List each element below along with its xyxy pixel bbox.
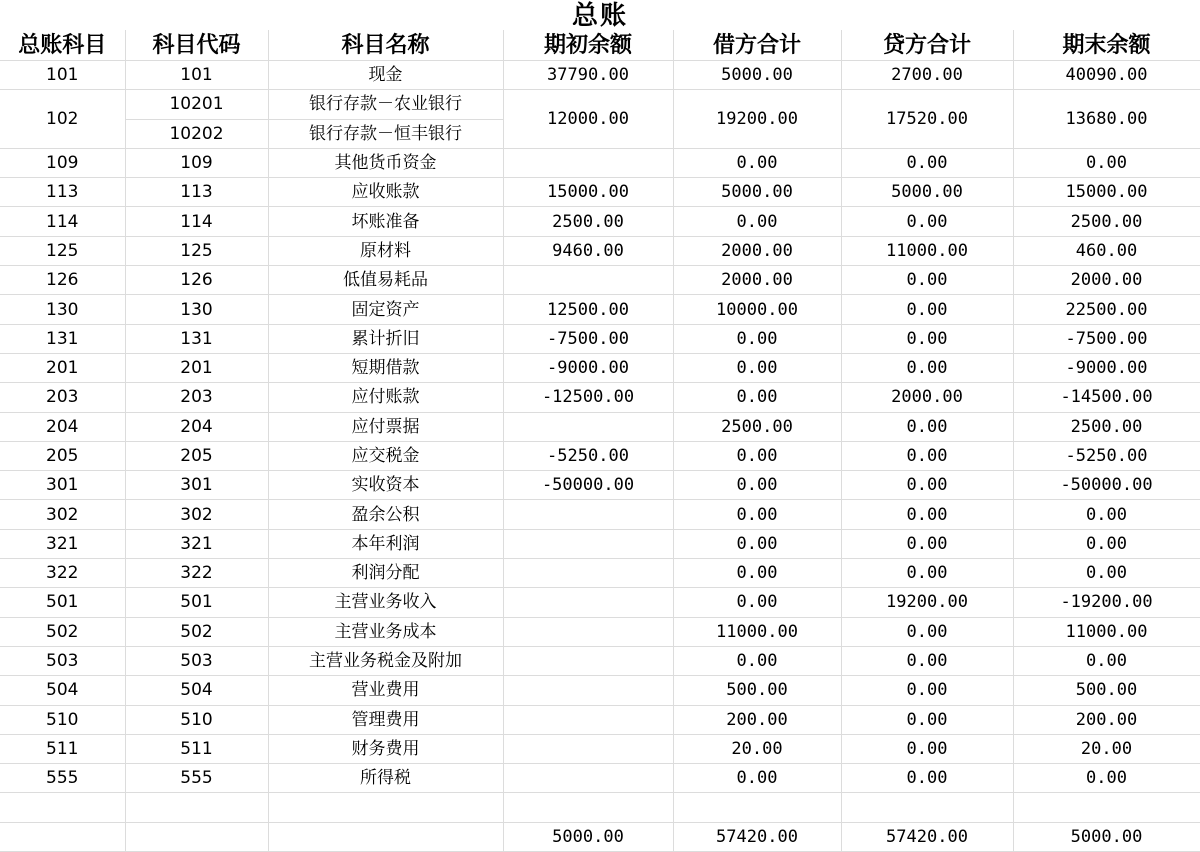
name-cell[interactable]: 银行存款－农业银行 (268, 90, 503, 119)
opening-balance-cell[interactable] (503, 676, 673, 705)
header-row (0, 30, 1200, 61)
opening-balance-cell[interactable] (503, 734, 673, 763)
code-cell[interactable]: 302 (125, 500, 268, 529)
table-row (0, 676, 1200, 705)
opening-balance-cell[interactable] (503, 529, 673, 558)
table-row (0, 588, 1200, 617)
account-cell[interactable]: 555 (0, 764, 125, 793)
account-cell[interactable]: 511 (0, 734, 125, 763)
empty-cell[interactable] (0, 822, 125, 851)
code-cell[interactable]: 101 (125, 61, 268, 90)
debit-total-cell[interactable]: 0.00 (673, 383, 841, 412)
name-cell[interactable]: 盈余公积 (268, 500, 503, 529)
code-cell[interactable]: 126 (125, 266, 268, 295)
account-cell[interactable]: 503 (0, 646, 125, 675)
closing-balance-cell[interactable]: 2500.00 (1013, 412, 1200, 441)
opening-balance-cell[interactable] (503, 148, 673, 177)
code-cell[interactable]: 501 (125, 588, 268, 617)
empty-cell[interactable] (673, 793, 841, 822)
closing-balance-cell[interactable]: 200.00 (1013, 705, 1200, 734)
table-row (0, 266, 1200, 295)
name-cell[interactable]: 低值易耗品 (268, 266, 503, 295)
debit-total-cell[interactable]: 0.00 (673, 764, 841, 793)
opening-balance-cell[interactable]: -50000.00 (503, 471, 673, 500)
closing-balance-cell[interactable]: 460.00 (1013, 236, 1200, 265)
empty-cell[interactable] (125, 793, 268, 822)
debit-total-cell[interactable]: 11000.00 (673, 617, 841, 646)
code-cell[interactable]: 502 (125, 617, 268, 646)
name-cell[interactable]: 坏账准备 (268, 207, 503, 236)
closing-balance-cell[interactable]: 0.00 (1013, 559, 1200, 588)
account-cell[interactable]: 502 (0, 617, 125, 646)
closing-balance-cell[interactable]: 2500.00 (1013, 207, 1200, 236)
credit-total-cell[interactable]: 0.00 (841, 295, 1013, 324)
debit-total-cell[interactable]: 10000.00 (673, 295, 841, 324)
credit-total-cell[interactable]: 0.00 (841, 324, 1013, 353)
debit-total-cell[interactable]: 20.00 (673, 734, 841, 763)
code-cell[interactable]: 205 (125, 441, 268, 470)
credit-total-cell[interactable]: 5000.00 (841, 178, 1013, 207)
code-cell[interactable]: 504 (125, 676, 268, 705)
code-cell[interactable]: 125 (125, 236, 268, 265)
totals-row (0, 822, 1200, 851)
code-cell[interactable]: 109 (125, 148, 268, 177)
code-cell[interactable]: 511 (125, 734, 268, 763)
table-row (0, 559, 1200, 588)
credit-total-cell[interactable]: 0.00 (841, 529, 1013, 558)
opening-balance-cell[interactable] (503, 588, 673, 617)
total-opening-cell[interactable]: 5000.00 (503, 822, 673, 851)
opening-balance-cell[interactable]: -7500.00 (503, 324, 673, 353)
credit-total-cell[interactable]: 0.00 (841, 764, 1013, 793)
table-row (0, 61, 1200, 90)
name-cell[interactable]: 营业费用 (268, 676, 503, 705)
debit-total-cell[interactable]: 5000.00 (673, 61, 841, 90)
total-credit-cell[interactable]: 57420.00 (841, 822, 1013, 851)
debit-total-cell[interactable]: 2000.00 (673, 236, 841, 265)
credit-total-cell[interactable]: 0.00 (841, 646, 1013, 675)
credit-total-cell[interactable]: 0.00 (841, 617, 1013, 646)
empty-row (0, 793, 1200, 822)
ledger-body (0, 61, 1200, 852)
code-cell[interactable]: 203 (125, 383, 268, 412)
credit-total-cell[interactable]: 17520.00 (841, 90, 1013, 149)
closing-balance-cell[interactable]: 0.00 (1013, 148, 1200, 177)
header-cell[interactable]: 期初余额 (503, 30, 673, 61)
code-cell[interactable]: 114 (125, 207, 268, 236)
name-cell[interactable]: 本年利润 (268, 529, 503, 558)
opening-balance-cell[interactable] (503, 705, 673, 734)
table-row (0, 178, 1200, 207)
debit-total-cell[interactable]: 0.00 (673, 559, 841, 588)
debit-total-cell[interactable]: 200.00 (673, 705, 841, 734)
account-cell[interactable]: 101 (0, 61, 125, 90)
general-ledger-table (0, 30, 1200, 852)
credit-total-cell[interactable]: 0.00 (841, 353, 1013, 382)
opening-balance-cell[interactable]: 12500.00 (503, 295, 673, 324)
credit-total-cell[interactable]: 0.00 (841, 676, 1013, 705)
debit-total-cell[interactable]: 0.00 (673, 646, 841, 675)
opening-balance-cell[interactable]: 2500.00 (503, 207, 673, 236)
sheet-title: 总账 (571, 1, 628, 31)
empty-cell[interactable] (841, 793, 1013, 822)
closing-balance-cell[interactable]: 15000.00 (1013, 178, 1200, 207)
account-cell[interactable]: 114 (0, 207, 125, 236)
header-cell[interactable]: 科目代码 (125, 30, 268, 61)
account-cell[interactable]: 201 (0, 353, 125, 382)
credit-total-cell[interactable]: 0.00 (841, 559, 1013, 588)
name-cell[interactable]: 累计折旧 (268, 324, 503, 353)
account-cell[interactable]: 125 (0, 236, 125, 265)
table-row (0, 441, 1200, 470)
debit-total-cell[interactable]: 2000.00 (673, 266, 841, 295)
credit-total-cell[interactable]: 2000.00 (841, 383, 1013, 412)
code-cell[interactable]: 113 (125, 178, 268, 207)
debit-total-cell[interactable]: 0.00 (673, 529, 841, 558)
table-row (0, 236, 1200, 265)
account-cell[interactable]: 130 (0, 295, 125, 324)
opening-balance-cell[interactable] (503, 559, 673, 588)
opening-balance-cell[interactable]: -5250.00 (503, 441, 673, 470)
name-cell[interactable]: 应付账款 (268, 383, 503, 412)
table-row (0, 295, 1200, 324)
empty-cell[interactable] (268, 793, 503, 822)
empty-cell[interactable] (0, 793, 125, 822)
account-cell[interactable]: 322 (0, 559, 125, 588)
table-row (0, 646, 1200, 675)
debit-total-cell[interactable]: 500.00 (673, 676, 841, 705)
closing-balance-cell[interactable]: -14500.00 (1013, 383, 1200, 412)
name-cell[interactable]: 原材料 (268, 236, 503, 265)
account-cell[interactable]: 501 (0, 588, 125, 617)
table-row (0, 207, 1200, 236)
name-cell[interactable]: 应收账款 (268, 178, 503, 207)
code-cell[interactable]: 301 (125, 471, 268, 500)
name-cell[interactable]: 管理费用 (268, 705, 503, 734)
table-row (0, 324, 1200, 353)
credit-total-cell[interactable]: 0.00 (841, 734, 1013, 763)
name-cell[interactable]: 所得税 (268, 764, 503, 793)
name-cell[interactable]: 应交税金 (268, 441, 503, 470)
closing-balance-cell[interactable]: 0.00 (1013, 529, 1200, 558)
code-cell[interactable]: 130 (125, 295, 268, 324)
closing-balance-cell[interactable]: 11000.00 (1013, 617, 1200, 646)
closing-balance-cell[interactable]: 13680.00 (1013, 90, 1200, 149)
account-cell[interactable]: 205 (0, 441, 125, 470)
debit-total-cell[interactable]: 0.00 (673, 207, 841, 236)
empty-cell[interactable] (125, 822, 268, 851)
closing-balance-cell[interactable]: -7500.00 (1013, 324, 1200, 353)
closing-balance-cell[interactable]: 22500.00 (1013, 295, 1200, 324)
opening-balance-cell[interactable]: 9460.00 (503, 236, 673, 265)
credit-total-cell[interactable]: 0.00 (841, 500, 1013, 529)
account-cell[interactable]: 302 (0, 500, 125, 529)
code-cell[interactable]: 201 (125, 353, 268, 382)
table-row (0, 471, 1200, 500)
code-cell[interactable]: 322 (125, 559, 268, 588)
closing-balance-cell[interactable]: 20.00 (1013, 734, 1200, 763)
credit-total-cell[interactable]: 2700.00 (841, 61, 1013, 90)
table-row (0, 500, 1200, 529)
empty-cell[interactable] (1013, 793, 1200, 822)
header-cell[interactable]: 贷方合计 (841, 30, 1013, 61)
empty-cell[interactable] (503, 793, 673, 822)
opening-balance-cell[interactable] (503, 500, 673, 529)
account-cell[interactable]: 109 (0, 148, 125, 177)
closing-balance-cell[interactable]: 2000.00 (1013, 266, 1200, 295)
opening-balance-cell[interactable] (503, 646, 673, 675)
table-row (0, 383, 1200, 412)
closing-balance-cell[interactable]: 0.00 (1013, 646, 1200, 675)
empty-cell[interactable] (268, 822, 503, 851)
account-cell[interactable]: 113 (0, 178, 125, 207)
account-cell[interactable]: 321 (0, 529, 125, 558)
name-cell[interactable]: 主营业务成本 (268, 617, 503, 646)
debit-total-cell[interactable]: 5000.00 (673, 178, 841, 207)
header-cell[interactable]: 科目名称 (268, 30, 503, 61)
debit-total-cell[interactable]: 2500.00 (673, 412, 841, 441)
closing-balance-cell[interactable]: 0.00 (1013, 500, 1200, 529)
code-cell[interactable]: 503 (125, 646, 268, 675)
table-row (0, 529, 1200, 558)
code-cell[interactable]: 321 (125, 529, 268, 558)
table-row (0, 148, 1200, 177)
closing-balance-cell[interactable]: 0.00 (1013, 764, 1200, 793)
credit-total-cell[interactable]: 19200.00 (841, 588, 1013, 617)
account-cell[interactable]: 504 (0, 676, 125, 705)
credit-total-cell[interactable]: 0.00 (841, 412, 1013, 441)
credit-total-cell[interactable]: 0.00 (841, 471, 1013, 500)
closing-balance-cell[interactable]: -50000.00 (1013, 471, 1200, 500)
account-cell[interactable]: 102 (0, 90, 125, 149)
credit-total-cell[interactable]: 0.00 (841, 207, 1013, 236)
credit-total-cell[interactable]: 0.00 (841, 441, 1013, 470)
account-cell[interactable]: 126 (0, 266, 125, 295)
credit-total-cell[interactable]: 0.00 (841, 705, 1013, 734)
closing-balance-cell[interactable]: 500.00 (1013, 676, 1200, 705)
debit-total-cell[interactable]: 0.00 (673, 588, 841, 617)
opening-balance-cell[interactable]: -12500.00 (503, 383, 673, 412)
table-row (0, 412, 1200, 441)
opening-balance-cell[interactable] (503, 412, 673, 441)
name-cell[interactable]: 应付票据 (268, 412, 503, 441)
account-cell[interactable]: 203 (0, 383, 125, 412)
table-row (0, 734, 1200, 763)
name-cell[interactable]: 现金 (268, 61, 503, 90)
debit-total-cell[interactable]: 0.00 (673, 148, 841, 177)
name-cell[interactable]: 实收资本 (268, 471, 503, 500)
debit-total-cell[interactable]: 19200.00 (673, 90, 841, 149)
opening-balance-cell[interactable] (503, 617, 673, 646)
opening-balance-cell[interactable]: -9000.00 (503, 353, 673, 382)
table-row (0, 90, 1200, 119)
closing-balance-cell[interactable]: -9000.00 (1013, 353, 1200, 382)
debit-total-cell[interactable]: 0.00 (673, 500, 841, 529)
debit-total-cell[interactable]: 0.00 (673, 471, 841, 500)
closing-balance-cell[interactable]: -19200.00 (1013, 588, 1200, 617)
code-cell[interactable]: 131 (125, 324, 268, 353)
header-cell[interactable]: 总账科目 (0, 30, 125, 61)
account-cell[interactable]: 510 (0, 705, 125, 734)
closing-balance-cell[interactable]: 40090.00 (1013, 61, 1200, 90)
debit-total-cell[interactable]: 0.00 (673, 324, 841, 353)
opening-balance-cell[interactable] (503, 764, 673, 793)
code-cell[interactable]: 510 (125, 705, 268, 734)
code-cell[interactable]: 204 (125, 412, 268, 441)
name-cell[interactable]: 固定资产 (268, 295, 503, 324)
account-cell[interactable]: 301 (0, 471, 125, 500)
debit-total-cell[interactable]: 0.00 (673, 353, 841, 382)
table-row (0, 353, 1200, 382)
account-cell[interactable]: 204 (0, 412, 125, 441)
account-cell[interactable]: 131 (0, 324, 125, 353)
name-cell[interactable]: 短期借款 (268, 353, 503, 382)
opening-balance-cell[interactable]: 12000.00 (503, 90, 673, 149)
opening-balance-cell[interactable]: 37790.00 (503, 61, 673, 90)
header-cell[interactable]: 借方合计 (673, 30, 841, 61)
credit-total-cell[interactable]: 0.00 (841, 266, 1013, 295)
table-row (0, 617, 1200, 646)
header-cell[interactable]: 期末余额 (1013, 30, 1200, 61)
table-row (0, 764, 1200, 793)
name-cell[interactable]: 主营业务税金及附加 (268, 646, 503, 675)
name-cell[interactable]: 其他货币资金 (268, 148, 503, 177)
total-closing-cell[interactable]: 5000.00 (1013, 822, 1200, 851)
code-cell[interactable]: 555 (125, 764, 268, 793)
credit-total-cell[interactable]: 0.00 (841, 148, 1013, 177)
code-cell[interactable]: 10202 (125, 119, 268, 148)
credit-total-cell[interactable]: 11000.00 (841, 236, 1013, 265)
name-cell[interactable]: 银行存款－恒丰银行 (268, 119, 503, 148)
table-row (0, 705, 1200, 734)
opening-balance-cell[interactable]: 15000.00 (503, 178, 673, 207)
name-cell[interactable]: 财务费用 (268, 734, 503, 763)
name-cell[interactable]: 主营业务收入 (268, 588, 503, 617)
total-debit-cell[interactable]: 57420.00 (673, 822, 841, 851)
debit-total-cell[interactable]: 0.00 (673, 441, 841, 470)
closing-balance-cell[interactable]: -5250.00 (1013, 441, 1200, 470)
opening-balance-cell[interactable] (503, 266, 673, 295)
code-cell[interactable]: 10201 (125, 90, 268, 119)
name-cell[interactable]: 利润分配 (268, 559, 503, 588)
